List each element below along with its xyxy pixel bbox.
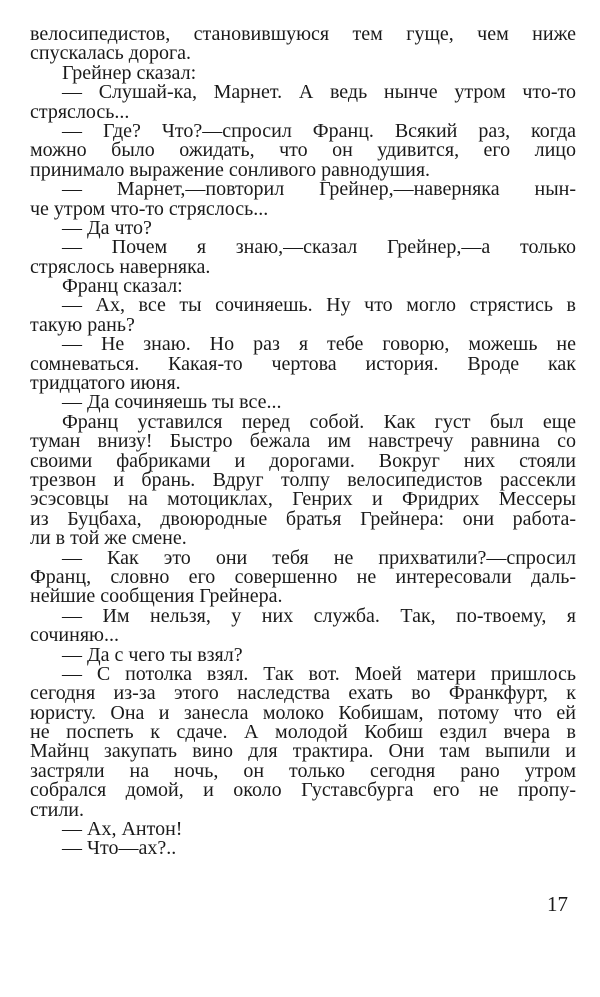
- text-line: такую рань?: [30, 313, 135, 336]
- text-line: трезвон и брань. Вдруг толпу велосипедистов рассекли: [30, 468, 576, 491]
- text-line: Майнц закупать вино для трактира. Они там выпили и: [30, 740, 576, 763]
- text-line: — Как это они тебя не прихватили?—спросил: [62, 546, 576, 569]
- text-line: — Что—ах?..: [62, 837, 177, 860]
- text-line: — Им нельзя, у них служба. Так, по-твоему, я: [62, 604, 576, 627]
- text-line: стряслось наверняка.: [30, 255, 211, 278]
- text-line: не поспеть к сдаче. А молодой Кобиш ездил вчера в: [30, 721, 576, 744]
- text-line: — Ах, все ты сочиняешь. Ну что могло стрястись в: [62, 294, 576, 317]
- text-line: — Да с чего ты взял?: [62, 643, 243, 666]
- text-line: собрался домой, и около Густавсбурга его не пропу-: [30, 779, 576, 802]
- text-line: велосипедистов, становившуюся тем гуще, чем ниже: [30, 23, 576, 45]
- text-line: принимало выражение сонливого равнодушия.: [30, 158, 431, 181]
- text-line: — Да сочиняешь ты все...: [62, 391, 282, 414]
- text-line: Грейнер сказал:: [62, 61, 197, 84]
- text-line: че утром что-то стряслось...: [30, 197, 269, 220]
- page-number: 17: [547, 892, 568, 916]
- text-line: сомневаться. Какая-то чертова история. Вроде как: [30, 352, 576, 375]
- text-line: туман внизу! Быстро бежала им навстречу равнина со: [30, 430, 576, 453]
- text-line: — С потолка взял. Так вот. Моей матери пришлось: [62, 662, 576, 685]
- text-line: сочиняю...: [30, 624, 119, 647]
- text-line: стили.: [30, 798, 85, 821]
- text-line: — Да что?: [62, 216, 152, 239]
- text-line: — Не знаю. Но раз я тебе говорю, можешь не: [62, 333, 576, 356]
- text-line: Франц уставился перед собой. Как густ был еще: [62, 410, 576, 433]
- text-line: — Марнет,—повторил Грейнер,—наверняка нын-: [62, 178, 576, 201]
- text-line: эсэсовцы на мотоциклах, Генрих и Фридрих Мессеры: [30, 488, 576, 511]
- text-line: — Почем я знаю,—сказал Грейнер,—а только: [62, 236, 576, 259]
- text-line: спускалась дорога.: [30, 42, 192, 65]
- text-line: — Ах, Антон!: [62, 818, 183, 841]
- text-line: Франц, словно его совершенно не интересовали даль-: [30, 565, 576, 588]
- text-line: ли в той же смене.: [30, 527, 187, 550]
- text-line: из Буцбаха, двоюродные братья Грейнера: они работа-: [30, 507, 576, 530]
- text-line: — Слушай-ка, Марнет. А ведь нынче утром что-то: [62, 81, 576, 104]
- text-line: Франц сказал:: [62, 275, 183, 298]
- text-line: можно было ожидать, что он удивится, его лицо: [30, 139, 576, 162]
- text-line: нейшие сообщения Грейнера.: [30, 585, 283, 608]
- text-line: своими фабриками и дорогами. Вокруг них стояли: [30, 449, 576, 472]
- book-page-text: [30, 25, 576, 859]
- text-line: стряслось...: [30, 100, 130, 123]
- text-line: — Где? Что?—спросил Франц. Всякий раз, когда: [62, 119, 576, 142]
- text-line: юристу. Она и занесла молоко Кобишам, потому что ей: [30, 701, 576, 724]
- text-line: тридцатого июня.: [30, 372, 181, 395]
- text-line: сегодня из-за этого наследства ехать во Франкфурт, к: [30, 682, 576, 705]
- text-line: застряли на ночь, он только сегодня рано утром: [30, 759, 576, 782]
